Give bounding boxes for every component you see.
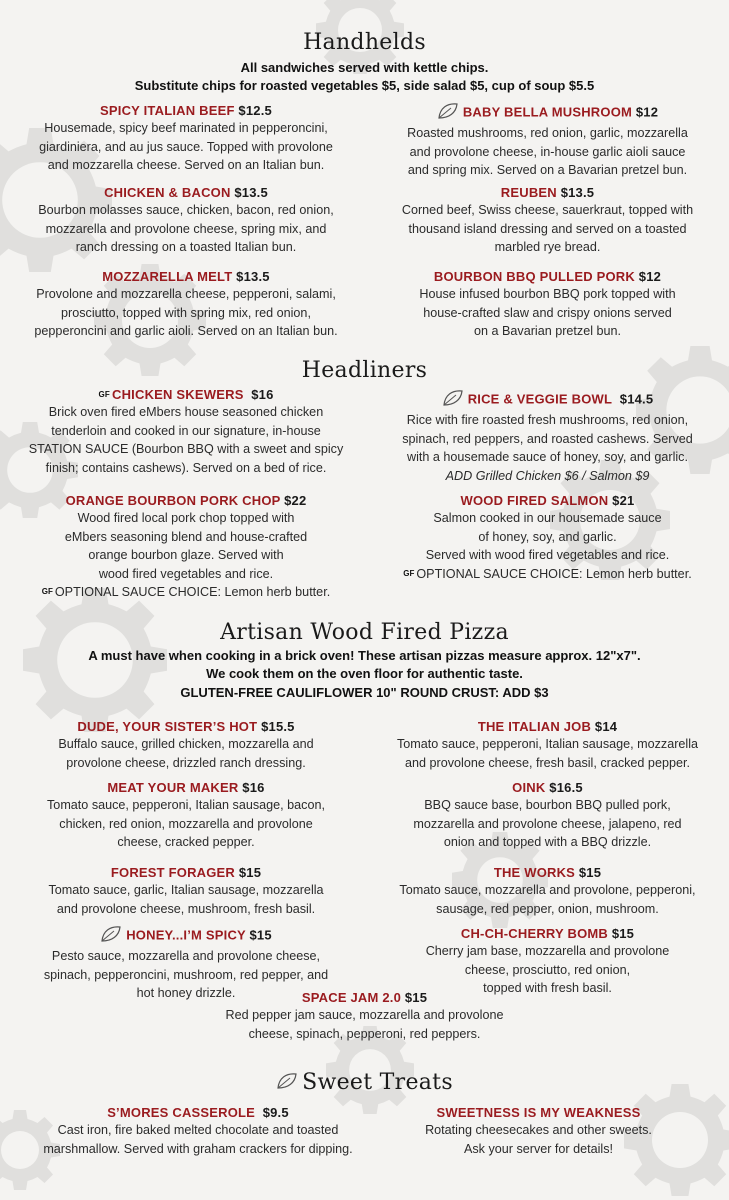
item-description: and mozzarella cheese. Served on an Italian bun. xyxy=(47,158,325,172)
item-name: HONEY...I’M SPICY xyxy=(126,927,246,943)
item-description: Housemade, spicy beef marinated in pepperoncini, xyxy=(44,121,328,135)
item-name: CHICKEN & BACON xyxy=(104,185,231,200)
item-description: Rice with fire roasted fresh mushrooms, red onion, xyxy=(406,413,689,427)
item-name: MOZZARELLA MELT xyxy=(102,269,233,284)
item-description: cheese, spinach, pepperoni, red peppers. xyxy=(248,1026,481,1041)
item-price: $13.5 xyxy=(236,269,270,284)
item-description: onion and topped with a BBQ drizzle. xyxy=(443,835,652,849)
pizza-crust-note: GLUTEN-FREE CAULIFLOWER 10" ROUND CRUST: ADD $3 xyxy=(180,685,549,700)
menu-item xyxy=(0,386,372,477)
item-description: Ask your server for details! xyxy=(463,1141,614,1156)
item-name: SWEETNESS IS MY WEAKNESS xyxy=(436,1105,641,1120)
item-description: tenderloin and cooked in our signature, in-house xyxy=(51,423,321,438)
menu-item xyxy=(366,389,729,485)
item-description: thousand island dressing and served on a toasted xyxy=(408,221,687,236)
menu-item xyxy=(366,1104,711,1158)
menu-item xyxy=(0,864,372,918)
item-description: Roasted mushrooms, red onion, garlic, mozzarella xyxy=(407,126,688,140)
item-description: Tomato sauce, garlic, Italian sausage, mozzarella xyxy=(48,883,324,897)
item-description: Buffalo sauce, grilled chicken, mozzarella and xyxy=(58,737,314,751)
menu-item xyxy=(366,718,729,772)
item-description: spinach, pepperoncini, mushroom, red pepper, and xyxy=(43,967,329,982)
section-title-pizza: Artisan Wood Fired Pizza xyxy=(220,620,509,645)
item-description: marshmallow. Served with graham crackers for dipping. xyxy=(43,1141,353,1156)
item-price: $22 xyxy=(284,493,307,508)
item-price: $15 xyxy=(578,865,602,880)
pizza-subtitle: A must have when cooking in a brick oven! These artisan pizzas measure approx. 12"x7". xyxy=(88,648,641,663)
item-name: DUDE, YOUR SISTER’S HOT xyxy=(77,719,258,734)
item-description: wood fired vegetables and rice. xyxy=(98,566,274,581)
section-title-sweets: Sweet Treats xyxy=(0,1070,729,1096)
item-description: hot honey drizzle. xyxy=(136,986,236,1000)
item-description: Bourbon molasses sauce, chicken, bacon, red onion, xyxy=(38,203,334,217)
menu-item xyxy=(366,864,729,918)
item-name: WOOD FIRED SALMON xyxy=(460,493,609,508)
menu-item xyxy=(0,492,372,602)
menu-item xyxy=(366,102,729,180)
item-price: $15.5 xyxy=(261,719,295,734)
leaf-icon xyxy=(276,1071,298,1096)
menu-item xyxy=(0,989,729,1043)
menu-item xyxy=(366,925,729,998)
item-description: giardiniera, and au jus sauce. Topped with provolone xyxy=(39,139,333,154)
item-name: SPICY ITALIAN BEEF xyxy=(100,103,235,118)
item-price: $13.5 xyxy=(560,185,595,200)
item-description: sausage, red pepper, onion, mushroom. xyxy=(436,901,659,916)
item-price: $14 xyxy=(594,719,618,734)
item-price: $9.5 xyxy=(262,1105,289,1120)
item-description: house-crafted slaw and crispy onions served xyxy=(423,305,672,320)
item-description: Red pepper jam sauce, mozzarella and provolone xyxy=(225,1008,504,1022)
menu-item xyxy=(0,779,372,852)
item-description: ranch dressing on a toasted Italian bun. xyxy=(75,240,297,254)
item-price: $12.5 xyxy=(238,103,272,118)
item-description: Salmon cooked in our housemade sauce xyxy=(433,511,662,525)
item-description: on a Bavarian pretzel bun. xyxy=(473,324,622,338)
sauce-option-note: OPTIONAL SAUCE CHOICE: Lemon herb butter. xyxy=(54,585,331,599)
menu-item xyxy=(366,268,729,341)
item-description: topped with fresh basil. xyxy=(483,981,612,995)
item-price: $13.5 xyxy=(234,185,268,200)
item-name: ORANGE BOURBON PORK CHOP xyxy=(65,493,281,508)
item-price: $14.5 xyxy=(619,391,654,407)
item-description: Provolone and mozzarella cheese, pepperoni, salami, xyxy=(36,287,336,301)
handhelds-subtitle: All sandwiches served with kettle chips. xyxy=(240,60,489,75)
item-name: RICE & VEGGIE BOWL xyxy=(467,391,613,407)
item-description: of honey, soy, and garlic. xyxy=(478,529,617,544)
item-description: and spring mix. Served on a Bavarian pretzel bun. xyxy=(407,163,688,177)
item-description: cheese, prosciutto, red onion, xyxy=(464,962,631,977)
item-description: orange bourbon glaze. Served with xyxy=(88,548,284,562)
item-description: Brick oven fired eMbers house seasoned chicken xyxy=(48,405,324,419)
item-name: S’MORES CASSEROLE xyxy=(107,1105,256,1120)
item-price: $16.5 xyxy=(549,780,583,795)
item-price: $15 xyxy=(404,990,428,1005)
item-name: SPACE JAM 2.0 xyxy=(301,990,402,1005)
item-description: marbled rye bread. xyxy=(494,240,601,254)
item-price: $15 xyxy=(238,865,262,880)
item-price: $12 xyxy=(635,104,659,120)
item-description: chicken, red onion, mozzarella and provolone xyxy=(59,816,313,831)
item-name: THE ITALIAN JOB xyxy=(477,719,592,734)
add-on-note: ADD Grilled Chicken $6 / Salmon $9 xyxy=(445,468,650,483)
item-price: $21 xyxy=(612,493,635,508)
item-name: MEAT YOUR MAKER xyxy=(107,780,239,795)
item-name: CH-CH-CHERRY BOMB xyxy=(460,926,608,941)
handhelds-substitution-note: Substitute chips for roasted vegetables $5, side salad $5, cup of soup $5.5 xyxy=(134,78,595,93)
section-title-handhelds: Handhelds xyxy=(303,30,426,55)
item-description: Tomato sauce, pepperoni, Italian sausage, bacon, xyxy=(47,798,325,812)
leaf-icon xyxy=(100,925,122,947)
item-description: STATION SAUCE (Bourbon BBQ with a sweet and spicy xyxy=(28,442,344,456)
item-name: REUBEN xyxy=(500,185,557,200)
menu-item xyxy=(366,184,729,257)
item-description: eMbers seasoning blend and house-crafted xyxy=(64,529,308,544)
item-description: cheese, cracked pepper. xyxy=(117,835,255,849)
item-description: Served with wood fired vegetables and rice. xyxy=(425,548,670,562)
item-description: Tomato sauce, mozzarella and provolone, pepperoni, xyxy=(399,883,696,897)
item-name: FOREST FORAGER xyxy=(110,865,236,880)
item-description: pepperoncini and garlic aioli. Served on an Italian bun. xyxy=(34,324,338,338)
menu-item xyxy=(0,102,372,175)
item-description: Cherry jam base, mozzarella and provolone xyxy=(425,944,670,958)
item-description: with a housemade sauce of honey, soy, and garlic. xyxy=(407,450,688,464)
item-description: Pesto sauce, mozzarella and provolone cheese, xyxy=(51,949,321,963)
menu-item xyxy=(0,1104,396,1158)
menu-item xyxy=(366,779,729,852)
item-description: Rotating cheesecakes and other sweets. xyxy=(425,1123,652,1137)
item-name: BOURBON BBQ PULLED PORK xyxy=(433,269,635,284)
sauce-option-note: OPTIONAL SAUCE CHOICE: Lemon herb butter. xyxy=(416,566,692,581)
item-description: finish; contains cashews). Served on a bed of rice. xyxy=(45,460,327,475)
item-description: and provolone cheese, in-house garlic aioli sauce xyxy=(409,144,686,159)
pizza-subtitle: We cook them on the oven floor for authentic taste. xyxy=(206,666,523,681)
item-name: OINK xyxy=(512,780,546,795)
gluten-free-tag: GF xyxy=(98,390,110,399)
item-name: THE WORKS xyxy=(493,865,576,880)
item-description: and provolone cheese, mushroom, fresh basil. xyxy=(56,901,316,916)
item-description: provolone cheese, drizzled ranch dressing. xyxy=(66,755,306,770)
item-description: Corned beef, Swiss cheese, sauerkraut, topped with xyxy=(401,203,694,217)
leaf-icon xyxy=(437,102,459,124)
item-description: BBQ sauce base, bourbon BBQ pulled pork, xyxy=(424,798,671,812)
item-description: Tomato sauce, pepperoni, Italian sausage, mozzarella xyxy=(396,737,699,751)
gluten-free-tag: GF xyxy=(403,568,415,578)
section-title-headliners: Headliners xyxy=(301,358,428,383)
item-name: BABY BELLA MUSHROOM xyxy=(462,104,633,120)
item-description: Wood fired local pork chop topped with xyxy=(77,511,295,525)
item-description: and provolone cheese, fresh basil, cracked pepper. xyxy=(405,755,690,770)
item-price: $16 xyxy=(242,780,265,795)
item-price: $15 xyxy=(611,926,635,941)
item-description: House infused bourbon BBQ pork topped with xyxy=(419,287,676,301)
item-price: $12 xyxy=(638,269,662,284)
leaf-icon xyxy=(442,389,464,411)
menu-item xyxy=(0,268,372,341)
menu-item xyxy=(366,492,729,583)
menu-item xyxy=(0,184,372,257)
item-description: mozzarella and provolone cheese, spring mix, and xyxy=(45,221,327,236)
gluten-free-tag: GF xyxy=(41,587,53,596)
item-description: prosciutto, topped with spring mix, red onion, xyxy=(61,305,311,320)
item-price: $15 xyxy=(249,927,272,943)
item-name: CHICKEN SKEWERS xyxy=(112,387,244,402)
item-price: $16 xyxy=(251,387,274,402)
menu-item xyxy=(0,718,372,772)
item-description: Cast iron, fire baked melted chocolate and toasted xyxy=(57,1123,339,1137)
item-description: mozzarella and provolone cheese, jalapeno, red xyxy=(413,816,682,831)
item-description: spinach, red peppers, and roasted cashews. Served xyxy=(402,431,693,446)
